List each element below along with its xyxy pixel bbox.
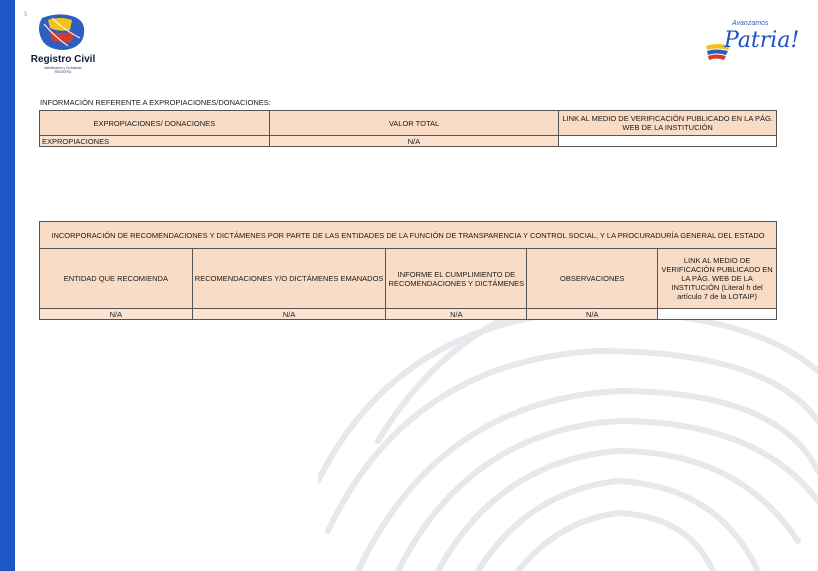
header-recomendaciones: RECOMENDACIONES Y/O DICTÁMENES EMANADOS — [192, 249, 386, 309]
patria-big-text: Patria! — [724, 28, 800, 53]
cell-expropiaciones: EXPROPIACIONES — [40, 136, 270, 147]
side-bar — [0, 0, 15, 571]
header-informe: INFORME EL CUMPLIMIENTO DE RECOMENDACIONES Y DICTÁMENES — [386, 249, 527, 309]
recomendaciones-title: INCORPORACIÓN DE RECOMENDACIONES Y DICTÁMENES POR PARTE DE LAS ENTIDADES DE LA FUNCIÓN DE TRANSPARENCIA Y CONTROL SOCIAL, Y LA PROCURADURÍA GENERAL DEL ESTADO — [40, 222, 777, 249]
cell-valor: N/A — [269, 136, 559, 147]
cell-link — [658, 309, 777, 320]
recomendaciones-table — [39, 221, 777, 320]
header-expropiaciones: EXPROPIACIONES/ DONACIONES — [40, 111, 270, 136]
header-valor-total: VALOR TOTAL — [269, 111, 559, 136]
table-row — [40, 309, 777, 320]
expropiaciones-table — [39, 110, 777, 147]
header-link: LINK AL MEDIO DE VERIFICACIÓN PUBLICADO EN LA PÁG. WEB DE LA INSTITUCIÓN — [559, 111, 777, 136]
table-header-row — [40, 111, 777, 136]
table-header-row — [40, 249, 777, 309]
registro-civil-logo — [28, 10, 98, 80]
patria-logo — [700, 18, 800, 68]
cell-informe: N/A — [386, 309, 527, 320]
cell-entidad: N/A — [40, 309, 193, 320]
expropiaciones-title: INFORMACIÓN REFERENTE A EXPROPIACIONES/DONACIONES: — [40, 98, 271, 107]
header-observaciones: OBSERVACIONES — [527, 249, 658, 309]
ecuador-map-icon — [28, 10, 98, 54]
cell-observaciones: N/A — [527, 309, 658, 320]
patria-small-text: Avanzamos — [732, 20, 769, 27]
header-entidad: ENTIDAD QUE RECOMIENDA — [40, 249, 193, 309]
registro-civil-name: Registro Civil — [30, 54, 96, 65]
fingerprint-watermark — [318, 281, 818, 571]
table-row — [40, 136, 777, 147]
cell-link — [559, 136, 777, 147]
registro-civil-tagline: Identificación y Cedulación REGISTRO — [44, 66, 82, 74]
slide-number: 5 — [24, 12, 28, 18]
cell-recomendaciones: N/A — [192, 309, 386, 320]
header-link: LINK AL MEDIO DE VERIFICACIÓN PUBLICADO EN LA PÁG. WEB DE LA INSTITUCIÓN (Literal h del artículo 7 de la LOTAIP) — [658, 249, 777, 309]
table-title-row — [40, 222, 777, 249]
